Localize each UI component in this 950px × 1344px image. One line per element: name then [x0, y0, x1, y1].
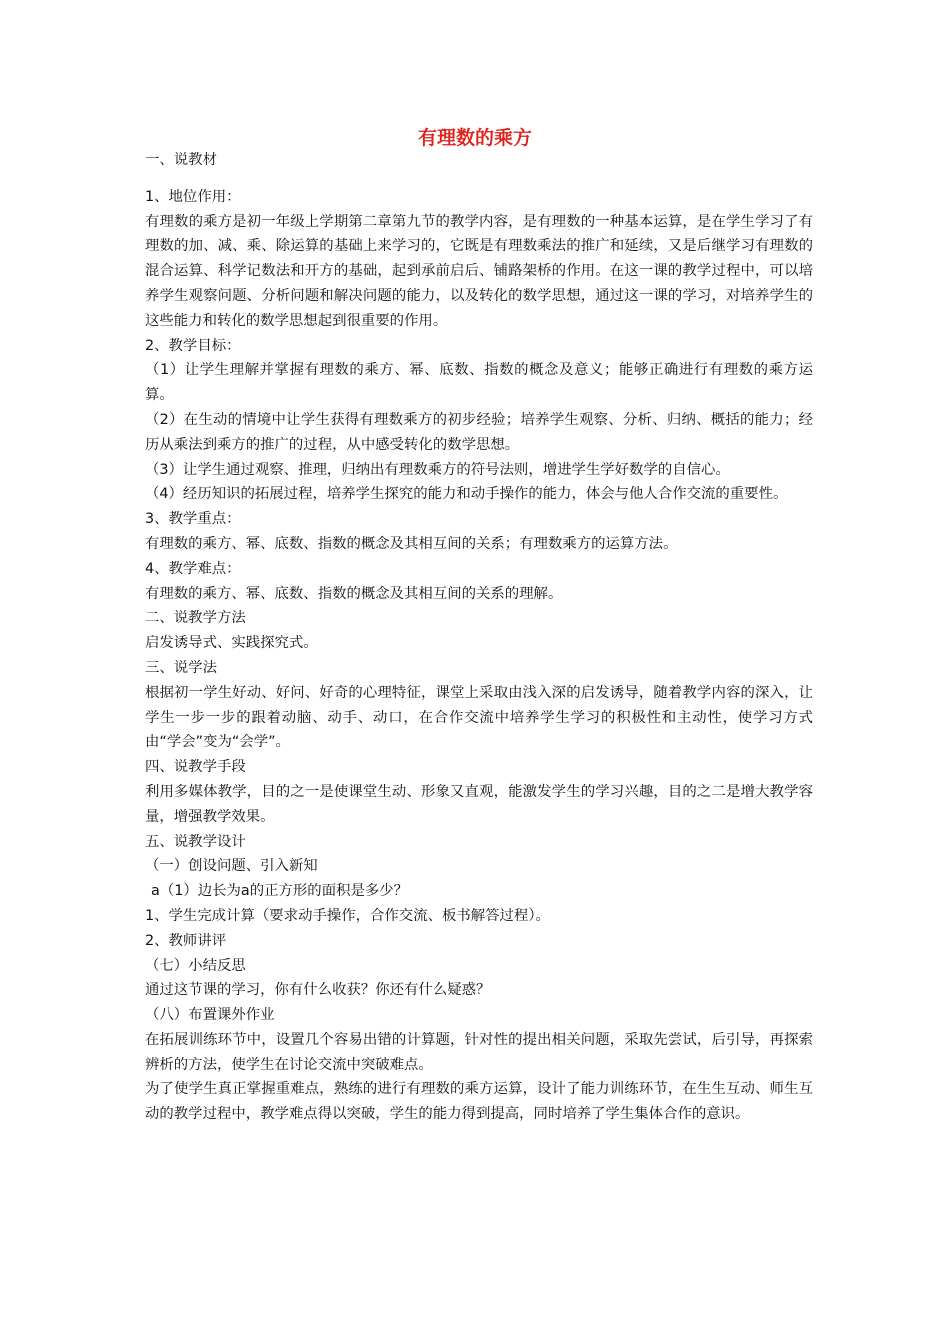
subsection-heading: （一）创设问题、引入新知	[145, 858, 318, 875]
question-line: a（1）边长为a的正方形的面积是多少？	[151, 883, 409, 900]
section-heading: 一、说教材	[145, 152, 217, 168]
subsection-heading: （七）小结反思	[145, 957, 246, 974]
paragraph: 利用多媒体教学，目的之一是使课堂生动、形象又直观，能激发学生的学习兴趣，目的之二是增大教学容量，增强教学效果。	[145, 783, 813, 825]
list-item: （2）在生动的情境中让学生获得有理数乘方的初步经验；培养学生观察、分析、归纳、概括的能力；经历从乘法到乘方的推广的过程，从中感受转化的数学思想。	[145, 411, 813, 453]
paragraph: 有理数的乘方、幂、底数、指数的概念及其相互间的关系的理解。	[145, 585, 563, 602]
list-item: （4）经历知识的拓展过程，培养学生探究的能力和动手操作的能力，体会与他人合作交流的重要性。	[145, 486, 788, 503]
paragraph: 在拓展训练环节中，设置几个容易出错的计算题，针对性的提出相关问题，采取先尝试，后引导，再探索辨析的方法，使学生在讨论交流中突破难点。	[145, 1031, 813, 1073]
section-heading: 三、说学法	[145, 659, 217, 676]
subsection-heading: 4、教学难点：	[145, 560, 241, 577]
paragraph: 有理数的乘方是初一年级上学期第二章第九节的教学内容，是有理数的一种基本运算，是在学生学习了有理数的加、减、乘、除运算的基础上来学习的，它既是有理数乘法的推广和延续，又是后继学习有理数的混合运算、科学记数法和开方的基础，起到承前启后、铺路架桥的作用。在这一课的教学过程中，可以培养学生观察问题、分析问题和解决问题的能力，以及转化的数学思想，通过这一课的学习，对培养学生的这些能力和转化的数学思想起到很重要的作用。	[145, 213, 813, 329]
step-line: 2、教师讲评	[145, 932, 227, 949]
subsection-heading: 1、地位作用：	[145, 188, 241, 205]
section-heading: 二、说教学方法	[145, 610, 246, 627]
list-item: （3）让学生通过观察、推理，归纳出有理数乘方的符号法则，增进学生学好数学的自信心。	[145, 461, 730, 478]
document-body	[145, 148, 813, 1127]
paragraph: 启发诱导式、实践探究式。	[145, 635, 318, 652]
section-heading: 五、说教学设计	[145, 833, 246, 850]
subsection-heading: 2、教学目标：	[145, 337, 241, 354]
paragraph: 有理数的乘方、幂、底数、指数的概念及其相互间的关系；有理数乘方的运算方法。	[145, 535, 678, 552]
subsection-heading: 3、教学重点：	[145, 511, 241, 528]
document-title: 有理数的乘方	[417, 127, 532, 149]
paragraph: 根据初一学生好动、好问、好奇的心理特征，课堂上采取由浅入深的启发诱导，随着教学内容的深入，让学生一步一步的跟着动脑、动手、动口，在合作交流中培养学生学习的积极性和主动性，使学习方式由“学会”变为“会学”。	[145, 684, 813, 751]
list-item: （1）让学生理解并掌握有理数的乘方、幂、底数、指数的概念及意义；能够正确进行有理数的乘方运算。	[145, 362, 813, 404]
section-heading: 四、说教学手段	[145, 759, 246, 776]
spacer	[145, 173, 813, 185]
step-line: 1、学生完成计算（要求动手操作，合作交流、板书解答过程）。	[145, 907, 550, 924]
subsection-heading: （八）布置课外作业	[145, 1007, 275, 1024]
paragraph: 为了使学生真正掌握重难点，熟练的进行有理数的乘方运算，设计了能力训练环节，在生生互动、师生互动的教学过程中，教学难点得以突破，学生的能力得到提高，同时培养了学生集体合作的意识。	[145, 1081, 813, 1123]
paragraph: 通过这节课的学习，你有什么收获？你还有什么疑惑？	[145, 982, 491, 999]
